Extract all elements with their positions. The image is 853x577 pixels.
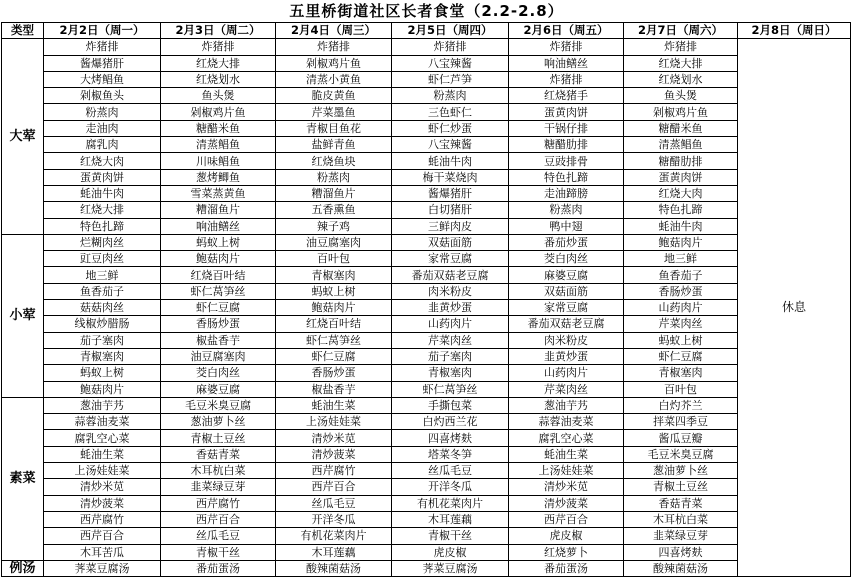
dish-cell: 清炒米苋 — [276, 430, 392, 446]
dish-cell: 肉米粉皮 — [509, 332, 624, 348]
dish-cell: 葱油芋艿 — [509, 397, 624, 413]
dish-cell: 青椒干丝 — [161, 544, 276, 560]
header-row — [2, 23, 851, 39]
dish-cell: 糟溜鱼片 — [276, 185, 392, 201]
dish-cell: 茭白肉丝 — [509, 251, 624, 267]
column-header-day: 2月7日（周六） — [624, 23, 738, 39]
dish-cell: 炸猪排 — [276, 39, 392, 55]
dish-cell: 鱼头煲 — [161, 88, 276, 104]
dish-cell: 虾仁炒蛋 — [392, 120, 509, 136]
table-row — [2, 495, 851, 511]
dish-cell: 虾仁莴笋丝 — [392, 381, 509, 397]
table-row — [2, 381, 851, 397]
dish-cell: 椒盐香芋 — [276, 381, 392, 397]
column-header-day: 2月2日（周一） — [44, 23, 161, 39]
dish-cell: 木耳苦瓜 — [44, 544, 161, 560]
dish-cell: 香肠炒蛋 — [161, 316, 276, 332]
dish-cell: 红烧大排 — [161, 55, 276, 71]
column-header-day: 2月6日（周五） — [509, 23, 624, 39]
dish-cell: 虾仁豆腐 — [161, 300, 276, 316]
dish-cell: 百叶包 — [624, 381, 738, 397]
dish-cell: 西芹百合 — [161, 511, 276, 527]
dish-cell: 番茄炒蛋 — [509, 234, 624, 250]
dish-cell: 腐乳空心菜 — [44, 430, 161, 446]
dish-cell: 双菇面筋 — [392, 234, 509, 250]
table-row — [2, 39, 851, 55]
dish-cell: 鱼香茄子 — [624, 267, 738, 283]
dish-cell: 青椒塞肉 — [44, 348, 161, 364]
dish-cell: 虾仁芦笋 — [392, 71, 509, 87]
dish-cell: 蚝油牛肉 — [392, 153, 509, 169]
dish-cell: 家常豆腐 — [509, 300, 624, 316]
table-row — [2, 251, 851, 267]
column-header-day: 2月8日（周日） — [738, 23, 851, 39]
dish-cell: 茄子塞肉 — [392, 348, 509, 364]
dish-cell: 剁椒鸡片鱼 — [276, 55, 392, 71]
table-row — [2, 202, 851, 218]
dish-cell: 白切猪肝 — [392, 202, 509, 218]
dish-cell: 豇豆肉丝 — [44, 251, 161, 267]
table-row — [2, 316, 851, 332]
table-row — [2, 283, 851, 299]
dish-cell: 家常豆腐 — [392, 251, 509, 267]
dish-cell: 青椒塞肉 — [624, 365, 738, 381]
dish-cell: 响油鳝丝 — [509, 55, 624, 71]
dish-cell: 清炒米苋 — [509, 479, 624, 495]
dish-cell: 虾仁莴笋丝 — [161, 283, 276, 299]
dish-cell: 油豆腐塞肉 — [161, 348, 276, 364]
dish-cell: 红烧大排 — [44, 202, 161, 218]
dish-cell: 炸猪排 — [392, 39, 509, 55]
dish-cell: 香肠炒蛋 — [624, 283, 738, 299]
dish-cell: 红烧大肉 — [624, 185, 738, 201]
dish-cell: 芹菜肉丝 — [509, 381, 624, 397]
dish-cell: 红烧大肉 — [44, 153, 161, 169]
table-row — [2, 463, 851, 479]
table-row — [2, 397, 851, 413]
dish-cell: 八宝辣酱 — [392, 137, 509, 153]
table-row — [2, 446, 851, 462]
dish-cell: 大烤鲳鱼 — [44, 71, 161, 87]
dish-cell: 荠菜豆腐汤 — [44, 560, 161, 576]
dish-cell: 蚝油生菜 — [44, 446, 161, 462]
dish-cell: 粉蒸肉 — [392, 88, 509, 104]
dish-cell: 走油肉 — [44, 120, 161, 136]
dish-cell: 糖醋肋排 — [624, 153, 738, 169]
table-row — [2, 153, 851, 169]
dish-cell: 丝瓜毛豆 — [276, 495, 392, 511]
dish-cell: 特色扎蹄 — [44, 218, 161, 234]
dish-cell: 虎皮椒 — [509, 528, 624, 544]
dish-cell: 地三鲜 — [624, 251, 738, 267]
table-row — [2, 414, 851, 430]
table-row — [2, 71, 851, 87]
dish-cell: 上汤娃娃菜 — [276, 414, 392, 430]
dish-cell: 酸辣菌菇汤 — [624, 560, 738, 576]
dish-cell: 酱爆猪肝 — [392, 185, 509, 201]
dish-cell: 手撕包菜 — [392, 397, 509, 413]
dish-cell: 烂糊肉丝 — [44, 234, 161, 250]
dish-cell: 香肠炒蛋 — [276, 365, 392, 381]
dish-cell: 开洋冬瓜 — [392, 479, 509, 495]
dish-cell: 丝瓜毛豆 — [392, 463, 509, 479]
category-label: 素菜 — [2, 397, 44, 560]
dish-cell: 山药肉片 — [392, 316, 509, 332]
table-row — [2, 544, 851, 560]
dish-cell: 剁椒鸡片鱼 — [624, 104, 738, 120]
dish-cell: 虾仁莴笋丝 — [276, 332, 392, 348]
dish-cell: 葱油芋艿 — [44, 397, 161, 413]
dish-cell: 西芹腐竹 — [161, 495, 276, 511]
dish-cell: 葱油萝卜丝 — [624, 463, 738, 479]
table-row — [2, 365, 851, 381]
dish-cell: 糖醋肋排 — [509, 137, 624, 153]
table-row — [2, 55, 851, 71]
dish-cell: 香菇青菜 — [161, 446, 276, 462]
dish-cell: 鸭中翅 — [509, 218, 624, 234]
dish-cell: 青椒目鱼花 — [276, 120, 392, 136]
table-row — [2, 560, 851, 576]
dish-cell: 五香熏鱼 — [276, 202, 392, 218]
dish-cell: 韭黄炒蛋 — [509, 348, 624, 364]
dish-cell: 蛋黄肉饼 — [624, 169, 738, 185]
dish-cell: 酱爆猪肝 — [44, 55, 161, 71]
dish-cell: 香菇青菜 — [624, 495, 738, 511]
dish-cell: 油豆腐塞肉 — [276, 234, 392, 250]
dish-cell: 鲍菇肉片 — [624, 234, 738, 250]
dish-cell: 糟溜鱼片 — [161, 202, 276, 218]
dish-cell: 青椒土豆丝 — [161, 430, 276, 446]
dish-cell: 清炒米苋 — [44, 479, 161, 495]
dish-cell: 蚂蚁上树 — [44, 365, 161, 381]
dish-cell: 拌菜四季豆 — [624, 414, 738, 430]
dish-cell: 鲍菇肉片 — [276, 300, 392, 316]
dish-cell: 川味鲳鱼 — [161, 153, 276, 169]
table-row — [2, 479, 851, 495]
table-row — [2, 88, 851, 104]
dish-cell: 麻婆豆腐 — [509, 267, 624, 283]
dish-cell: 青椒塞肉 — [276, 267, 392, 283]
dish-cell: 腐乳空心菜 — [509, 430, 624, 446]
dish-cell: 蚝油生菜 — [509, 446, 624, 462]
dish-cell: 腐乳肉 — [44, 137, 161, 153]
dish-cell: 青椒干丝 — [392, 528, 509, 544]
dish-cell: 响油鳝丝 — [161, 218, 276, 234]
sunday-rest-note: 休息 — [738, 39, 851, 577]
table-row — [2, 511, 851, 527]
dish-cell: 蚂蚁上树 — [161, 234, 276, 250]
dish-cell: 脆皮黄鱼 — [276, 88, 392, 104]
table-row — [2, 430, 851, 446]
dish-cell: 蚂蚁上树 — [276, 283, 392, 299]
dish-cell: 上汤娃娃菜 — [44, 463, 161, 479]
dish-cell: 木耳杭白菜 — [161, 463, 276, 479]
dish-cell: 糖醋米鱼 — [161, 120, 276, 136]
dish-cell: 木耳莲藕 — [392, 511, 509, 527]
table-row — [2, 234, 851, 250]
dish-cell: 红烧百叶结 — [276, 316, 392, 332]
dish-cell: 清蒸小黄鱼 — [276, 71, 392, 87]
dish-cell: 清炒菠菜 — [44, 495, 161, 511]
dish-cell: 特色扎蹄 — [509, 169, 624, 185]
dish-cell: 剁椒鸡片鱼 — [161, 104, 276, 120]
dish-cell: 韭菜绿豆芽 — [161, 479, 276, 495]
dish-cell: 芹菜肉丝 — [624, 316, 738, 332]
dish-cell: 椒盐香芋 — [161, 332, 276, 348]
dish-cell: 红烧划水 — [161, 71, 276, 87]
dish-cell: 有机花菜肉片 — [392, 495, 509, 511]
dish-cell: 木耳莲藕 — [276, 544, 392, 560]
dish-cell: 四喜烤麸 — [624, 544, 738, 560]
dish-cell: 葱烤鲫鱼 — [161, 169, 276, 185]
table-row — [2, 169, 851, 185]
dish-cell: 西芹百合 — [44, 528, 161, 544]
table-row — [2, 332, 851, 348]
dish-cell: 番茄双菇老豆腐 — [509, 316, 624, 332]
dish-cell: 清蒸鲳鱼 — [161, 137, 276, 153]
dish-cell: 粉蒸肉 — [276, 169, 392, 185]
table-row — [2, 218, 851, 234]
dish-cell: 麻婆豆腐 — [161, 381, 276, 397]
dish-cell: 西芹腐竹 — [44, 511, 161, 527]
dish-cell: 蒜蓉油麦菜 — [44, 414, 161, 430]
dish-cell: 炸猪排 — [44, 39, 161, 55]
dish-cell: 清炒菠菜 — [509, 495, 624, 511]
dish-cell: 鲍菇肉片 — [161, 251, 276, 267]
dish-cell: 鱼香茄子 — [44, 283, 161, 299]
dish-cell: 山药肉片 — [509, 365, 624, 381]
dish-cell: 蛋黄肉饼 — [44, 169, 161, 185]
dish-cell: 四喜烤麸 — [392, 430, 509, 446]
dish-cell: 三色虾仁 — [392, 104, 509, 120]
dish-cell: 毛豆米臭豆腐 — [161, 397, 276, 413]
dish-cell: 上汤娃娃菜 — [509, 463, 624, 479]
dish-cell: 粉蒸肉 — [509, 202, 624, 218]
dish-cell: 酱瓜豆瓣 — [624, 430, 738, 446]
dish-cell: 西芹百合 — [276, 479, 392, 495]
column-header-type: 类型 — [2, 23, 44, 39]
dish-cell: 番茄蛋汤 — [509, 560, 624, 576]
dish-cell: 青椒土豆丝 — [624, 479, 738, 495]
menu-table — [1, 22, 851, 577]
dish-cell: 炸猪排 — [509, 39, 624, 55]
dish-cell: 雪菜蒸黄鱼 — [161, 185, 276, 201]
dish-cell: 蚝油牛肉 — [624, 218, 738, 234]
dish-cell: 蚝油牛肉 — [44, 185, 161, 201]
column-header-day: 2月4日（周三） — [276, 23, 392, 39]
dish-cell: 塔菜冬笋 — [392, 446, 509, 462]
table-row — [2, 528, 851, 544]
dish-cell: 特色扎蹄 — [624, 202, 738, 218]
dish-cell: 开洋冬瓜 — [276, 511, 392, 527]
dish-cell: 剁椒鱼头 — [44, 88, 161, 104]
dish-cell: 韭菜绿豆芽 — [624, 528, 738, 544]
dish-cell: 白灼西兰花 — [392, 414, 509, 430]
dish-cell: 八宝辣酱 — [392, 55, 509, 71]
dish-cell: 百叶包 — [276, 251, 392, 267]
dish-cell: 茭白肉丝 — [161, 365, 276, 381]
category-label: 大荤 — [2, 39, 44, 235]
dish-cell: 西芹百合 — [509, 511, 624, 527]
category-label: 例汤 — [2, 560, 44, 576]
dish-cell: 芹菜肉丝 — [392, 332, 509, 348]
category-label: 小荤 — [2, 234, 44, 397]
dish-cell: 蚂蚁上树 — [624, 332, 738, 348]
dish-cell: 红烧百叶结 — [161, 267, 276, 283]
dish-cell: 虾仁豆腐 — [624, 348, 738, 364]
dish-cell: 茄子塞肉 — [44, 332, 161, 348]
dish-cell: 西芹腐竹 — [276, 463, 392, 479]
column-header-day: 2月3日（周二） — [161, 23, 276, 39]
dish-cell: 蛋黄肉饼 — [509, 104, 624, 120]
table-row — [2, 348, 851, 364]
table-row — [2, 300, 851, 316]
dish-cell: 有机花菜肉片 — [276, 528, 392, 544]
dish-cell: 番茄双菇老豆腐 — [392, 267, 509, 283]
table-row — [2, 104, 851, 120]
dish-cell: 芹菜墨鱼 — [276, 104, 392, 120]
dish-cell: 红烧猪手 — [509, 88, 624, 104]
dish-cell: 红烧大排 — [624, 55, 738, 71]
dish-cell: 荠菜豆腐汤 — [392, 560, 509, 576]
dish-cell: 白灼芥兰 — [624, 397, 738, 413]
page-title: 五里桥街道社区长者食堂（2.2-2.8） — [289, 2, 564, 20]
table-row — [2, 185, 851, 201]
dish-cell: 干锅仔排 — [509, 120, 624, 136]
dish-cell: 菇菇肉丝 — [44, 300, 161, 316]
table-row — [2, 120, 851, 136]
dish-cell: 鲍菇肉片 — [44, 381, 161, 397]
dish-cell: 炸猪排 — [509, 71, 624, 87]
dish-cell: 葱油萝卜丝 — [161, 414, 276, 430]
dish-cell: 豆豉排骨 — [509, 153, 624, 169]
dish-cell: 酸辣菌菇汤 — [276, 560, 392, 576]
dish-cell: 番茄蛋汤 — [161, 560, 276, 576]
dish-cell: 虾仁豆腐 — [276, 348, 392, 364]
dish-cell: 青椒塞肉 — [392, 365, 509, 381]
dish-cell: 山药肉片 — [624, 300, 738, 316]
dish-cell: 清炒菠菜 — [276, 446, 392, 462]
dish-cell: 清蒸鲳鱼 — [624, 137, 738, 153]
dish-cell: 肉米粉皮 — [392, 283, 509, 299]
dish-cell: 红烧萝卜 — [509, 544, 624, 560]
dish-cell: 蒜蓉油麦菜 — [509, 414, 624, 430]
dish-cell: 毛豆米臭豆腐 — [624, 446, 738, 462]
dish-cell: 线椒炒腊肠 — [44, 316, 161, 332]
dish-cell: 韭黄炒蛋 — [392, 300, 509, 316]
dish-cell: 红烧划水 — [624, 71, 738, 87]
dish-cell: 虎皮椒 — [392, 544, 509, 560]
dish-cell: 地三鲜 — [44, 267, 161, 283]
dish-cell: 丝瓜毛豆 — [161, 528, 276, 544]
dish-cell: 梅干菜烧肉 — [392, 169, 509, 185]
dish-cell: 走油蹄膀 — [509, 185, 624, 201]
dish-cell: 蚝油生菜 — [276, 397, 392, 413]
dish-cell: 炸猪排 — [161, 39, 276, 55]
dish-cell: 糖醋米鱼 — [624, 120, 738, 136]
table-row — [2, 267, 851, 283]
dish-cell: 辣子鸡 — [276, 218, 392, 234]
dish-cell: 三鲜肉皮 — [392, 218, 509, 234]
dish-cell: 盐鲜青鱼 — [276, 137, 392, 153]
dish-cell: 红烧鱼块 — [276, 153, 392, 169]
dish-cell: 木耳杭白菜 — [624, 511, 738, 527]
dish-cell: 鱼头煲 — [624, 88, 738, 104]
column-header-day: 2月5日（周四） — [392, 23, 509, 39]
dish-cell: 双菇面筋 — [509, 283, 624, 299]
dish-cell: 炸猪排 — [624, 39, 738, 55]
table-row — [2, 137, 851, 153]
dish-cell: 粉蒸肉 — [44, 104, 161, 120]
